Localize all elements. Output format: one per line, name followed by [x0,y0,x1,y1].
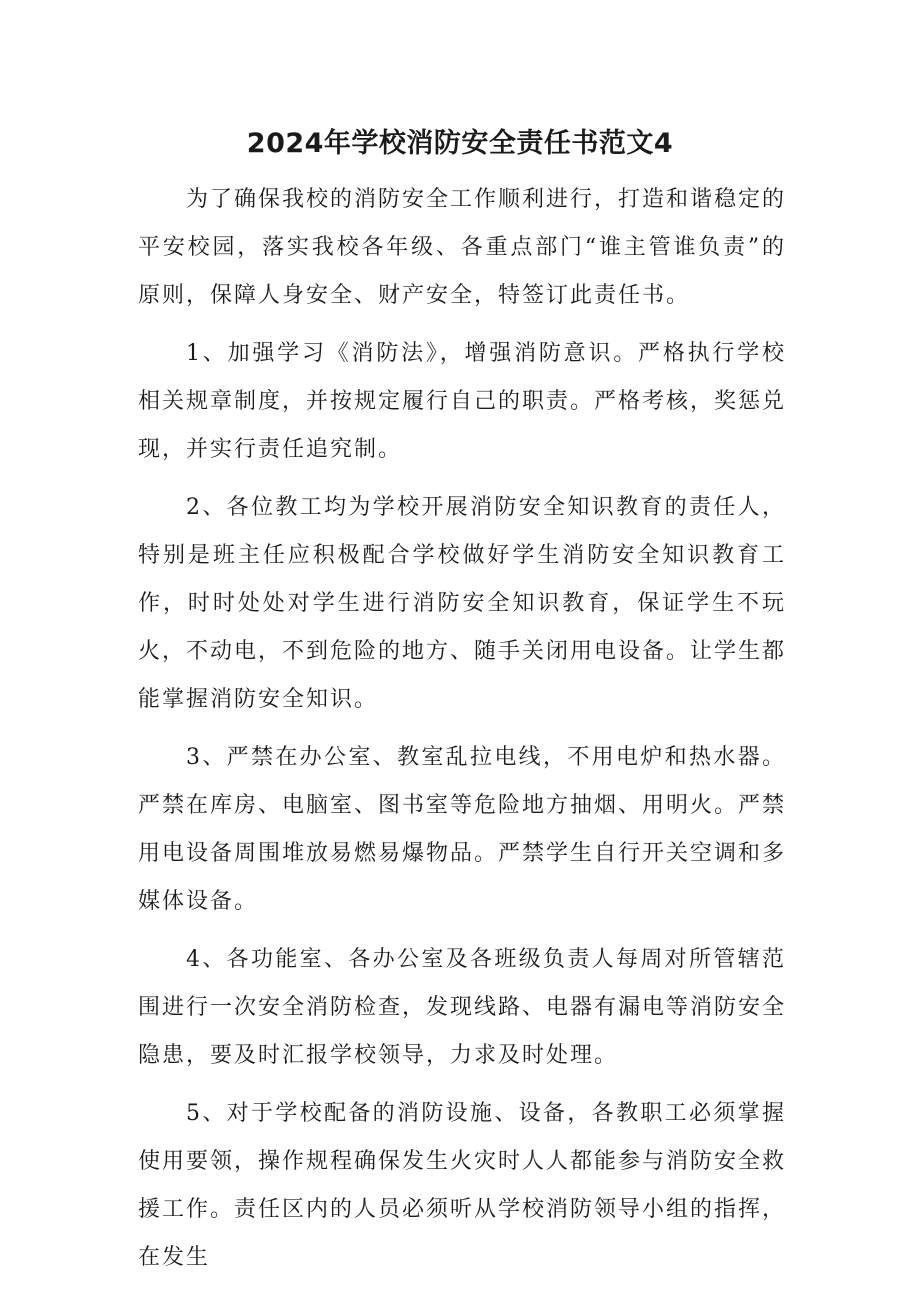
document-body [138,176,786,1282]
paragraph-intro: 为了确保我校的消防安全工作顺利进行，打造和谐稳定的平安校园，落实我校各年级、各重点部门“谁主管谁负责”的原则，保障人身安全、财产安全，特签订此责任书。 [138,187,787,308]
paragraph-item-4: 4、各功能室、各办公室及各班级负责人每周对所管辖范围进行一次安全消防检查，发现线路、电器有漏电等消防安全隐患，要及时汇报学校领导，力求及时处理。 [138,947,787,1068]
paragraph-item-5: 5、对于学校配备的消防设施、设备，各教职工必须掌握使用要领，操作规程确保发生火灾时人人都能参与消防安全救援工作。责任区内的人员必须听从学校消防领导小组的指挥，在发生 [138,1101,787,1270]
paragraph-item-1: 1、加强学习《消防法》，增强消防意识。严格执行学校相关规章制度，并按规定履行自己的职责。严格考核，奖惩兑现，并实行责任追究制。 [138,341,787,462]
paragraph-item-3: 3、严禁在办公室、教室乱拉电线，不用电炉和热水器。严禁在库房、电脑室、图书室等危险地方抽烟、用明火。严禁用电设备周围堆放易燃易爆物品。严禁学生自行开关空调和多媒体设备。 [138,745,787,914]
document-title: 2024年学校消防安全责任书范文4 [246,128,674,159]
paragraph-item-2: 2、各位教工均为学校开展消防安全知识教育的责任人，特别是班主任应积极配合学校做好学生消防安全知识教育工作，时时处处对学生进行消防安全知识教育，保证学生不玩火，不动电，不到危险的地方、随手关闭用电设备。让学生都能掌握消防安全知识。 [138,495,787,712]
